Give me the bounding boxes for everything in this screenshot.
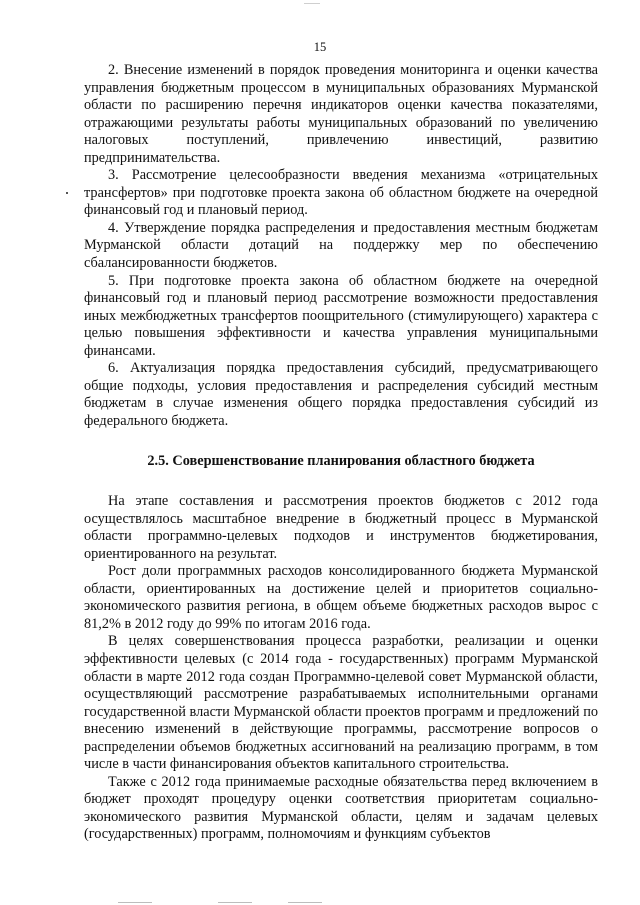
paragraph-obligations: Также с 2012 года принимаемые расходные обязательства перед включением в бюджет проходят процедуру оценки соответствия приоритетам социально-экономического развития Мурманской области, целям и задачам целевых (государственных) программ, полномочиям и функциям субъектов (84, 773, 598, 843)
page-number: 15 (313, 40, 327, 54)
paragraph-item-2: 2. Внесение изменений в порядок проведения мониторинга и оценки качества управления бюджетным процессом в муниципальных образованиях Мурманской области по расширению перечня индикаторов оценки качества показателями, отражающими результаты работы муниципальных образований по увеличению налоговых поступлений, привлечению инвестиций, развитию предпринимательства. (84, 62, 598, 166)
paragraph-program-council: В целях совершенствования процесса разработки, реализации и оценки эффективности целевых (с 2014 года - государственных) программ Мурманской области в марте 2012 года создан Программно-целевой совет Мурманской области, осуществляющий рассмотрение разрабатываемых исполнительными органами государственной власти Мурманской области проектов программ и предложений по внесению изменений в действующие программы, рассмотрение вопросов о распределении объемов бюджетных ассигнований на реализацию программ, в том числе в части финансирования объектов капитального строительства. (84, 633, 598, 773)
scan-artifact-top (304, 0, 320, 4)
scan-artifact-bottom-right (288, 902, 322, 903)
paragraph-program-share: Рост доли программных расходов консолидированного бюджета Мурманской области, ориентированных на достижение целей и приоритетов социально-экономического развития региона, в общем объеме бюджетных расходов вырос с 81,2% в 2012 году до 99% по итогам 2016 года. (84, 563, 598, 632)
paragraph-item-3: 3. Рассмотрение целесообразности введения механизма «отрицательных трансфертов» при подготовке проекта закона об областном бюджете на очередной финансовый год и плановый период. (84, 167, 598, 219)
paragraph-item-4: 4. Утверждение порядка распределения и предоставления местным бюджетам Мурманской области дотаций на поддержку мер по обеспечению сбалансированности бюджетов. (84, 219, 598, 272)
paragraph-budget-stage: На этапе составления и рассмотрения проектов бюджетов с 2012 года осуществлялось масштабное внедрение в бюджетный процесс в Мурманской области программно-целевых подходов и инструментов бюджетирования, ориентированного на результат. (84, 493, 598, 562)
page-content (84, 62, 598, 844)
scan-artifact-bottom-center (218, 902, 252, 903)
scan-artifact-dot (66, 192, 68, 194)
paragraph-item-6: 6. Актуализация порядка предоставления субсидий, предусматривающего общие подходы, условия предоставления и распределения субсидий местным бюджетам в случае изменения общего порядка предоставления субсидий из федерального бюджета. (84, 360, 598, 429)
scan-artifact-bottom-left (118, 902, 152, 903)
section-heading: 2.5. Совершенствование планирования областного бюджета (147, 453, 535, 470)
paragraph-item-5: 5. При подготовке проекта закона об областном бюджете на очередной финансовый год и плановый период рассмотрение возможности предоставления иных межбюджетных трансфертов поощрительного (стимулирующего) характера с целью повышения эффективности и качества управления муниципальными финансами. (84, 272, 598, 359)
